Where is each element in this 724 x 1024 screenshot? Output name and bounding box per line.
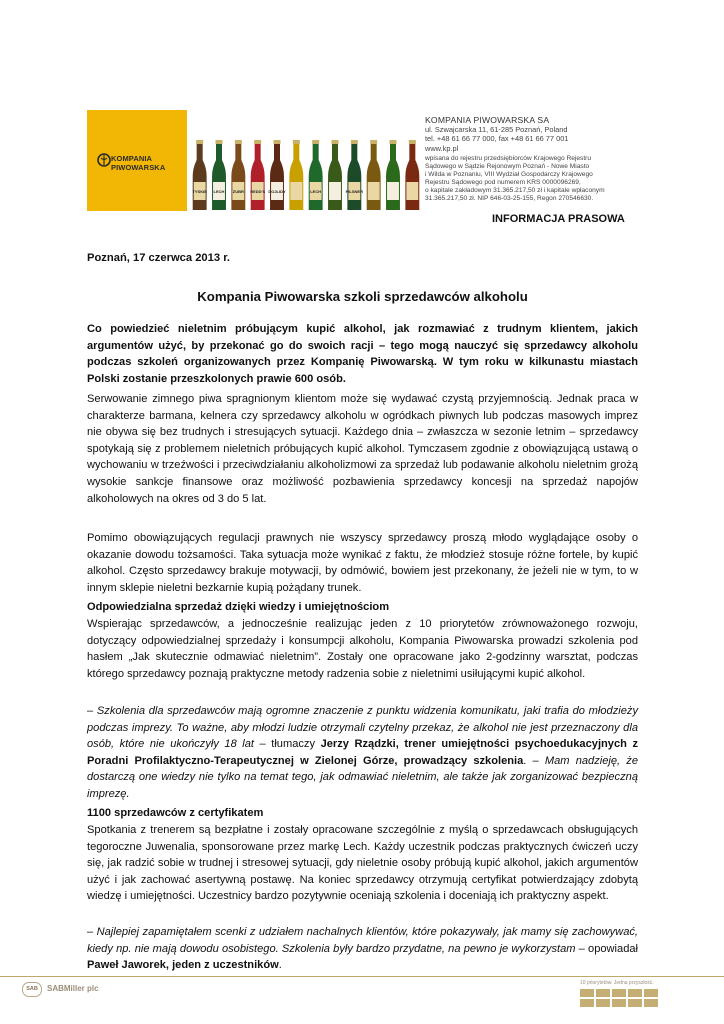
bottle-label: PILSNER — [345, 189, 364, 194]
bottle-label: REDD'S — [250, 189, 266, 194]
quote-text: – Najlepiej zapamiętałem scenki z udziałem nachalnych klientów, które pokazywały, jak mamy się zachowywać, kiedy np. nie mają dowodu osobistego. Szkolenia były bardzo przydatne, na pewno je wykorzystam — [87, 926, 638, 955]
body-paragraph-3: Wspierając sprzedawców, a jednocześnie realizując jeden z 10 priorytetów zrównoważonego rozwoju, dotyczący odpowiedzialnej sprzedaży i konsumpcji alkoholu, Kompania Piwowarska prowadzi szkolenia pod hasłem „Jak skutecznie odmawiać nieletnim”. Zostały one opracowane jako 2-godzinny warsztat, podczas którego sprzedawcy poznają praktyczne metody radzenia sobie z nieletnimi usiłującymi kupić alkohol. — [87, 618, 638, 680]
company-website[interactable]: www.kp.pl — [425, 143, 459, 153]
priorities-tagline: 10 priorytetów. Jedna przyszłość. — [580, 980, 654, 986]
quote-paragraph-1 — [87, 703, 638, 803]
sabmiller-logo-icon: SAB — [22, 982, 42, 997]
company-phone: tel. +48 61 66 77 000, fax +48 61 66 77 001 — [425, 134, 569, 144]
quote-paragraph-2 — [87, 924, 638, 974]
document-title: Kompania Piwowarska szkoli sprzedawców alkoholu — [197, 289, 528, 304]
bottle-label: TYSKIE — [192, 189, 207, 194]
registration-line: 31.365.217,50 zł. NIP 646-03-25-155, Regon 270546630. — [425, 194, 594, 202]
priorities-badge — [580, 980, 660, 1007]
sabmiller-label: SABMiller plc — [47, 984, 99, 993]
beer-bottle-icon — [386, 140, 400, 210]
beer-bottle-icon — [192, 140, 207, 210]
company-address: ul. Szwajcarska 11, 61-285 Poznań, Poland — [425, 125, 568, 135]
body-paragraph-4: Spotkania z trenerem są bezpłatne i zostały opracowane szczególnie z myślą o sprzedawcach obsługujących tegoroczne Juwenalia, sponsorowane przez markę Lech. Każdy uczestnik podczas praktycznych ćwiczeń uczy się, jak radzić sobie w trudnej i stresowej sytuacji, gdy nieletnie osoby próbują kupić alkohol, jakich argumentów użyć i jak zachować asertywną postawę. Na koniec sprzedawcy otrzymują certyfikat potwierdzający zdobytą wiedzę i umiejętności. Uczestnicy bardzo pozytywnie oceniają szkolenia i doceniają ich praktyczny aspekt. — [87, 824, 638, 903]
beer-bottle-icon — [289, 140, 303, 210]
registration-line: Rejestru Sądowego pod numerem KRS 0000096269, — [425, 178, 581, 186]
document-date: Poznań, 17 czerwca 2013 r. — [87, 252, 231, 264]
beer-bottle-icon — [309, 140, 323, 210]
beer-bottle-icon — [405, 140, 419, 210]
body-paragraph-2: Pomimo obowiązujących regulacji prawnych nie wszyscy sprzedawcy proszą młodo wyglądające osoby o okazanie dowodu tożsamości. Taka sytuacja może wynikać z faktu, że młodzież stosuje różne fortele, by kupić alkohol. Często sprzedawcy brakuje motywacji, by odmówić, bowiem jest przekonany, że jeżeli nie w tym, to w innym sklepie nieletni bezkarnie kupią pożądany trunek. — [87, 532, 638, 594]
quote-text: – Mam nadzieję, że dostarczą one wiedzy nie tylko na temat tego, jak odmawiać nieletnim, ale także jak zorganizować bezpieczną imprezę. — [87, 754, 638, 800]
registration-line: Sądowego w Sądzie Rejonowym Poznań - Nowe Miasto — [425, 162, 590, 170]
bottle-label: ŻUBR — [232, 189, 244, 194]
company-logo — [87, 110, 187, 211]
footer-divider — [0, 976, 724, 977]
bottle-label: LECH — [310, 189, 322, 194]
beer-bottle-icon — [328, 140, 342, 210]
beer-bottle-icon — [212, 140, 226, 210]
bottle-label: LECH — [213, 189, 225, 194]
logo-wordmark: KOMPANIA PIWOWARSKA — [111, 154, 166, 172]
beer-bottle-icon — [367, 140, 381, 210]
registration-line: o kapitale zakładowym 31.365.217,50 zł i kapitale wpłaconym — [425, 186, 605, 194]
priorities-grid-icon — [580, 989, 660, 1007]
registration-line: i Wilda w Poznaniu, VIII Wydział Gospodarczy Krajowego — [425, 170, 593, 178]
registration-line: wpisana do rejestru przedsiębiorców Krajowego Rejestru — [425, 154, 592, 162]
quote-separator: . — [523, 754, 533, 767]
company-info — [425, 116, 655, 203]
quote-attribution-verb: – tłumaczy — [254, 738, 321, 751]
beer-bottle-icon — [346, 140, 363, 210]
beer-bottle-icon — [231, 140, 245, 210]
bottle-label: DOJLIDY — [268, 189, 286, 194]
section-heading-1: Odpowiedzialna sprzedaż dzięki wiedzy i umiejętnościom — [87, 601, 390, 613]
quote-attribution-verb: – opowiadał — [575, 942, 638, 955]
lead-paragraph: Co powiedzieć nieletnim próbującym kupić alkohol, jak rozmawiać z trudnym klientem, jakich argumentów użyć, by przekonać go do swoich racji – tego mogą nauczyć się sprzedawcy alkoholu podczas szkoleń organizowanych przez Kompanię Piwowarską. W tym roku w kilkunastu miastach Polski zostanie przeszkolonych prawie 600 osób. — [87, 323, 638, 385]
beer-bottle-icon — [268, 140, 286, 210]
section-heading-2: 1100 sprzedawców z certyfikatem — [87, 807, 264, 819]
quote-speaker: Jerzy Rządzki, trener umiejętności psychoedukacyjnych z Poradni Profilaktyczno-Terapeutycznej w Zielonej Górze, prowadzący szkolenia — [87, 738, 638, 767]
quote-end: . — [278, 959, 282, 972]
company-name: KOMPANIA PIWOWARSKA SA — [425, 115, 550, 125]
hop-emblem-icon — [97, 152, 111, 168]
body-paragraph-1: Serwowanie zimnego piwa spragnionym klientom może się wydawać czystą przyjemnością. Jednak praca w charakterze barmana, kelnera czy sprzedawcy alkoholu w ogródkach piwnych lub podczas masowych imprez nie obywa się bez trudnych i stresujących sytuacji. Każdego dnia – zwłaszcza w sezonie letnim – sprzedawcy spotykają się z problemem nieletnich próbujących kupić alkohol. Tymczasem zgodnie z obowiązującą ustawą o wychowaniu w trzeźwości i przeciwdziałaniu alkoholizmowi za sprzedaż lub podawanie alkoholu nieletnim grożą wysokie sankcje finansowe oraz możliwość pozbawienia sprzedawcy koncesji na sprzedaż napojów alkoholowych na okres od 3 do 5 lat. — [87, 393, 638, 505]
press-release-label: INFORMACJA PRASOWA — [492, 213, 625, 225]
quote-speaker: Paweł Jaworek, jeden z uczestników — [87, 959, 279, 972]
quote-text: – Szkolenia dla sprzedawców mają ogromne znaczenie z punktu widzenia komunikatu, jaki trafia do młodzieży podczas imprezy. To ważne, aby młodzi ludzie otrzymali czytelny przekaz, że alkohol nie jest przeznaczony dla osób, które nie ukończyły 18 lat — [87, 705, 638, 751]
product-bottles-image — [190, 140, 422, 212]
beer-bottle-icon — [250, 140, 265, 210]
